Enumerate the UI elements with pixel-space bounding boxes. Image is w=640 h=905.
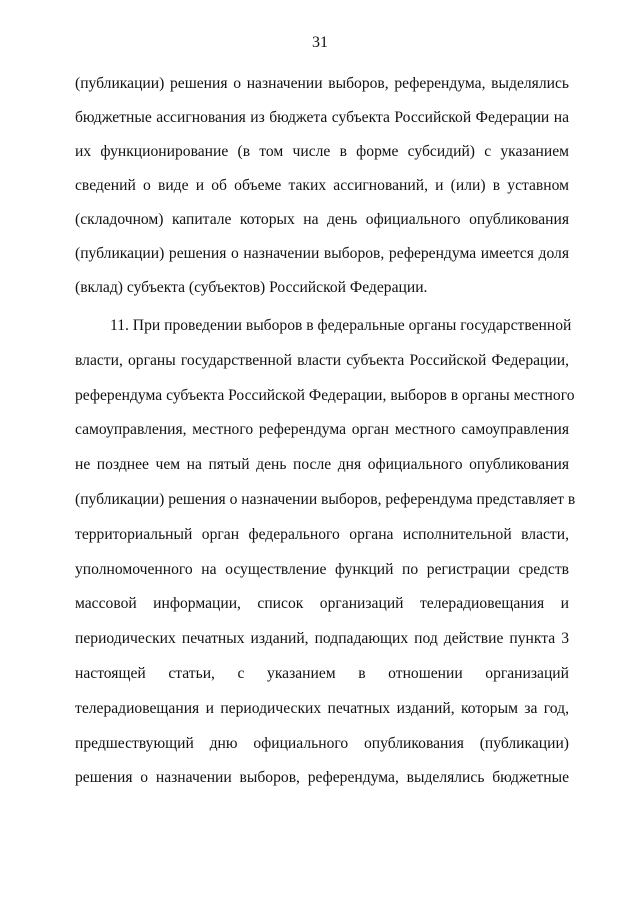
text-line: (публикации) решения о назначении выборов, референдума представляет в: [75, 491, 576, 508]
text-line: массовой информации, список организаций телерадиовещания и: [75, 595, 569, 613]
text-line: не позднее чем на пятый день после дня официального опубликования: [75, 456, 569, 474]
text-line: (складочном) капитале которых на день официального опубликования: [75, 211, 569, 228]
text-line: периодических печатных изданий, подпадающих под действие пункта 3: [75, 630, 569, 648]
text-line: 11. При проведении выборов в федеральные органы государственной: [110, 317, 572, 334]
text-line: бюджетные ассигнования из бюджета субъекта Российской Федерации на: [75, 109, 569, 126]
page-number: 31: [312, 34, 328, 51]
text-line: референдума субъекта Российской Федерации, выборов в органы местного: [75, 386, 575, 404]
text-line: (публикации) решения о назначении выборов, референдума имеется доля: [75, 245, 569, 262]
text-line: (публикации) решения о назначении выборов, референдума, выделялись: [75, 75, 569, 92]
text-line: уполномоченного на осуществление функций по регистрации средств: [75, 560, 569, 578]
text-line: (вклад) субъекта (субъектов) Российской Федерации.: [75, 279, 428, 296]
text-line: самоуправления, местного референдума орган местного самоуправления: [75, 421, 569, 439]
text-line: сведений о виде и об объеме таких ассигнований, и (или) в уставном: [75, 177, 569, 194]
text-line: территориальный орган федерального органа исполнительной власти,: [75, 525, 569, 543]
text-line: настоящей статьи, с указанием в отношении организаций: [75, 665, 569, 682]
text-line: решения о назначении выборов, референдума, выделялись бюджетные: [75, 769, 569, 787]
text-line: предшествующий дню официального опубликования (публикации): [75, 734, 569, 752]
text-line: телерадиовещания и периодических печатных изданий, которым за год,: [75, 699, 569, 717]
text-line: их функционирование (в том числе в форме субсидий) с указанием: [75, 143, 569, 160]
text-line: власти, органы государственной власти субъекта Российской Федерации,: [75, 351, 569, 369]
